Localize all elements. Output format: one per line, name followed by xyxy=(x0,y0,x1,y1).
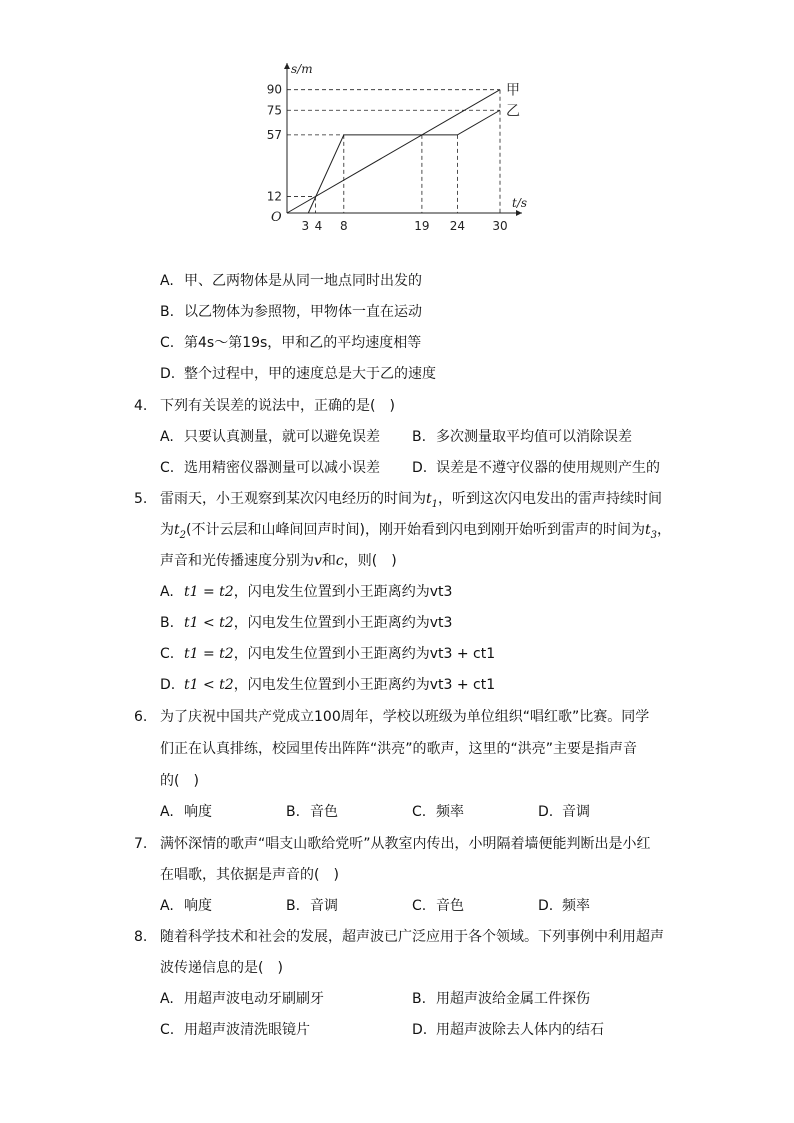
y-tick-label: 57 xyxy=(266,127,282,142)
series-line-1 xyxy=(287,90,500,213)
q8-stem-line-2: 波传递信息的是( ) xyxy=(160,960,283,976)
y-axis-title: s/m xyxy=(291,62,313,76)
q7-stem-line-2: 在唱歌，其依据是声音的( ) xyxy=(160,867,339,883)
origin-label: O xyxy=(271,210,282,225)
q7-option-a[interactable]: A. 响度 xyxy=(160,898,212,914)
q8-option-c[interactable]: C. 用超声波清洗眼镜片 xyxy=(160,1022,310,1038)
q6-option-b[interactable]: B. 音色 xyxy=(286,804,338,820)
q4-stem: 下列有关误差的说法中，正确的是( ) xyxy=(160,398,395,414)
math-c: c xyxy=(335,553,344,569)
x-axis-arrow xyxy=(516,210,522,216)
q5-stem-line-1: 雷雨天，小王观察到某次闪电经历的时间为$t_1$，听到这次闪电发出的雷声持续时间 xyxy=(160,491,663,510)
q4-option-b[interactable]: B. 多次测量取平均值可以消除误差 xyxy=(412,429,632,445)
q7-option-d[interactable]: D. 频率 xyxy=(538,898,590,914)
y-tick-label: 75 xyxy=(266,103,282,118)
q5-option-b[interactable]: B. t1 < t2，闪电发生位置到小王距离约为vt3 xyxy=(160,615,453,631)
math-t2: $t_2$ xyxy=(174,522,187,541)
q8-option-b[interactable]: B. 用超声波给金属工件探伤 xyxy=(412,991,590,1007)
x-tick-label: 4 xyxy=(314,219,323,233)
q3-option-c[interactable]: C. 第4s～第19s，甲和乙的平均速度相等 xyxy=(160,335,422,351)
x-tick-label: 24 xyxy=(449,219,466,233)
q6-stem-line-3: 的( ) xyxy=(160,773,199,789)
series-lines xyxy=(287,90,500,213)
position-time-graph xyxy=(260,55,540,240)
math-t3: $t_3$ xyxy=(644,522,657,541)
y-tick-label: 90 xyxy=(266,82,282,97)
q5-stem-line-2: 为$t_2$(不计云层和山峰间回声时间)，刚开始看到闪电到刚开始听到雷声的时间为$t_3$， xyxy=(160,522,671,541)
series-label-2: 乙 xyxy=(506,103,520,120)
series-line-2 xyxy=(308,110,500,213)
q5-stem-line-3: 声音和光传播速度分别为v和c，则( ) xyxy=(160,553,397,569)
q8-number: 8. xyxy=(134,929,148,945)
q6-stem-line-2: 们正在认真排练，校园里传出阵阵“洪亮”的歌声，这里的“洪亮”主要是指声音 xyxy=(160,741,638,757)
q4-option-c[interactable]: C. 选用精密仪器测量可以减小误差 xyxy=(160,460,380,476)
q8-stem-line-1: 随着科学技术和社会的发展，超声波已广泛应用于各个领域。下列事例中利用超声 xyxy=(160,929,664,945)
q8-option-d[interactable]: D. 用超声波除去人体内的结石 xyxy=(412,1022,604,1038)
q5-option-c[interactable]: C. t1 = t2，闪电发生位置到小王距离约为vt3 + ct1 xyxy=(160,646,496,662)
series-label-1: 甲 xyxy=(506,82,520,99)
q4-number: 4. xyxy=(134,398,148,414)
q4-option-d[interactable]: D. 误差是不遵守仪器的使用规则产生的 xyxy=(412,460,660,476)
q7-number: 7. xyxy=(134,836,148,852)
q8-option-a[interactable]: A. 用超声波电动牙刷刷牙 xyxy=(160,991,324,1007)
q3-option-d[interactable]: D. 整个过程中，甲的速度总是大于乙的速度 xyxy=(160,366,436,382)
q6-stem-line-1: 为了庆祝中国共产党成立100周年，学校以班级为单位组织“唱红歌”比赛。同学 xyxy=(160,709,650,725)
x-tick-label: 8 xyxy=(339,219,348,233)
q6-option-a[interactable]: A. 响度 xyxy=(160,804,212,820)
axes xyxy=(284,63,522,216)
q7-option-b[interactable]: B. 音调 xyxy=(286,898,338,914)
q6-number: 6. xyxy=(134,709,148,725)
q6-option-d[interactable]: D. 音调 xyxy=(538,804,590,820)
x-axis-title: t/s xyxy=(512,196,528,210)
q4-option-a[interactable]: A. 只要认真测量，就可以避免误差 xyxy=(160,429,380,445)
math-t1: $t_1$ xyxy=(426,491,439,510)
x-tick-label: 3 xyxy=(301,219,310,233)
q7-stem-line-1: 满怀深情的歌声“唱支山歌给党听”从教室内传出，小明隔着墙便能判断出是小红 xyxy=(160,836,651,852)
q6-option-c[interactable]: C. 频率 xyxy=(412,804,464,820)
x-tick-label: 19 xyxy=(414,219,430,233)
math-v: v xyxy=(314,553,322,569)
q5-option-d[interactable]: D. t1 < t2，闪电发生位置到小王距离约为vt3 + ct1 xyxy=(160,677,496,693)
q5-option-a[interactable]: A. t1 = t2，闪电发生位置到小王距离约为vt3 xyxy=(160,584,453,600)
x-tick-label: 30 xyxy=(492,219,508,233)
q5-number: 5. xyxy=(134,491,148,507)
q3-option-b[interactable]: B. 以乙物体为参照物，甲物体一直在运动 xyxy=(160,304,422,320)
y-axis-arrow xyxy=(284,63,290,69)
q3-option-a[interactable]: A. 甲、乙两物体是从同一地点同时出发的 xyxy=(160,273,422,289)
q7-option-c[interactable]: C. 音色 xyxy=(412,898,464,914)
y-tick-label: 12 xyxy=(266,189,282,204)
axis-labels xyxy=(267,62,527,233)
